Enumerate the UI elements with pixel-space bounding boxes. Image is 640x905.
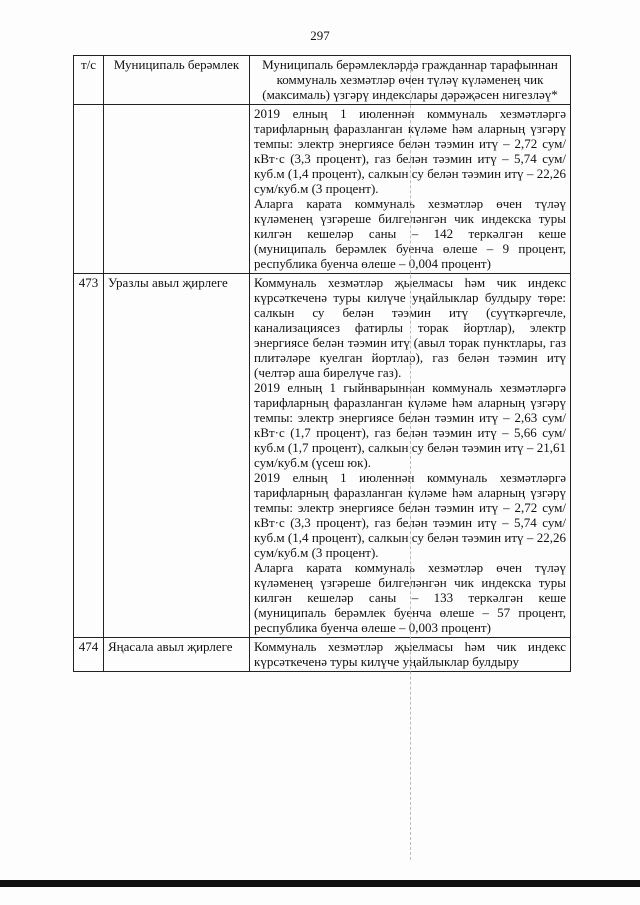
paragraph: 2019 елның 1 гыйнварыннан коммуналь хезмәтләргә тарифларның фаразланган күләме һәм аларның үзгәрү темпы: электр энергиясе белән тәэмин итү – 2,63 сум/кВт·с (1,7 процент), газ белән тәэмин итү – 5,66 сум/куб.м (1,7 процент), салкын су белән тәэмин итү – 21,61 сум/куб.м (үсеш юк).	[254, 380, 566, 470]
municipal-table	[73, 55, 571, 672]
table-row	[74, 638, 571, 672]
paragraph: Аларга карата коммуналь хезмәтләр өчен түләү күләменең үзгәреше билгеләнгән чик индекска туры килгән кешеләр саны – 133 теркәлгән кеше (муниципаль берәмлек буенча өлеше – 57 процент, республика буенча өлеше – 0,003 процент)	[254, 560, 566, 635]
scan-edge-bar	[0, 880, 640, 887]
table-header-row	[74, 56, 571, 105]
cell-number	[74, 105, 104, 274]
paragraph: 2019 елның 1 июленнән коммуналь хезмәтләргә тарифларның фаразланган күләме һәм аларның үзгәрү темпы: электр энергиясе белән тәэмин итү – 2,72 сум/кВт·с (3,3 процент), газ белән тәэмин итү – 5,74 сум/куб.м (1,4 процент), салкын су белән тәэмин итү – 22,26 сум/куб.м (3 процент).	[254, 106, 566, 196]
cell-municipality: Яңасала авыл җирлеге	[104, 638, 250, 672]
header-municipality: Муниципаль берәмлек	[104, 56, 250, 105]
cell-number: 474	[74, 638, 104, 672]
paragraph: Аларга карата коммуналь хезмәтләр өчен түләү күләменең үзгәреше билгеләнгән чик индекска туры килгән кешеләр саны – 142 теркәлгән кеше (муниципаль берәмлек буенча өлеше – 9 процент, республика буенча өлеше – 0,004 процент)	[254, 196, 566, 271]
header-justification: Муниципаль берәмлекләрдә гражданнар тарафыннан коммуналь хезмәтләр өчен түләү күләменең чик (максималь) үзгәрү индекслары дәрәҗәсен нигезләү*	[250, 56, 571, 105]
cell-municipality	[104, 105, 250, 274]
scan-fold-line	[410, 60, 411, 860]
paragraph: Коммуналь хезмәтләр җыелмасы һәм чик индекс күрсәткеченә туры килүче уңайлыклар булдыру	[254, 639, 566, 669]
table-row	[74, 274, 571, 638]
table-row-continuation	[74, 105, 571, 274]
cell-number: 473	[74, 274, 104, 638]
paragraph: Коммуналь хезмәтләр җыелмасы һәм чик индекс күрсәткеченә туры килүче уңайлыклар булдыру төре: салкын су белән тәэмин итү (суүткәргечле, канализациясез фатирлы торак йортлар), электр энергиясе белән тәэмин итү (авыл торак пунктлары, газ плитәләре куелган йортлар), газ белән тәэмин итү (челтәр аша бирелүче газ).	[254, 275, 566, 380]
cell-municipality: Уразлы авыл җирлеге	[104, 274, 250, 638]
paragraph: 2019 елның 1 июленнән коммуналь хезмәтләргә тарифларның фаразланган күләме һәм аларның үзгәрү темпы: электр энергиясе белән тәэмин итү – 2,72 сум/кВт·с (3,3 процент), газ белән тәэмин итү – 5,74 сум/куб.м (1,4 процент), салкын су белән тәэмин итү – 22,26 сум/куб.м (3 процент).	[254, 470, 566, 560]
page-number: 297	[310, 28, 330, 43]
header-number: т/с	[74, 56, 104, 105]
